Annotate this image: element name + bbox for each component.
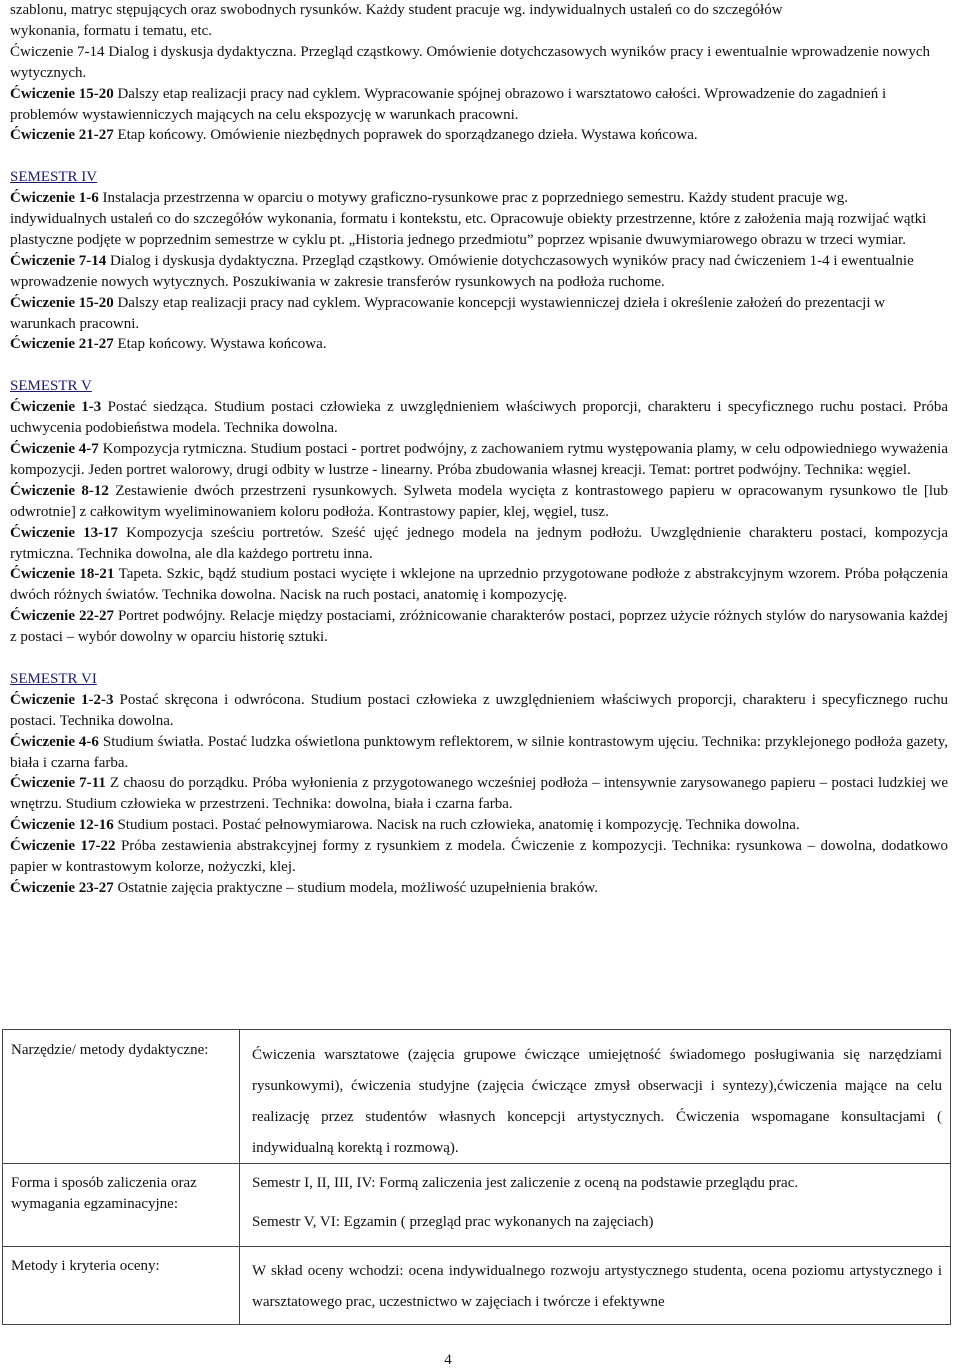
exercise-text: Postać skręcona i odwrócona. Studium postaci człowieka z uwzględnieniem właściwych proporcji, charakteru i specyficznego ruchu postaci. Technika dowolna. bbox=[10, 691, 948, 729]
document-body bbox=[10, 0, 948, 899]
exercise-text: Portret podwójny. Relacje między postaciami, zróżnicowanie charakterów postaci, poprzez użycie różnych stylów do narysowania każdej z postaci – wybór dowolny w oparciu historię sztuki. bbox=[10, 608, 948, 646]
exercise-entry bbox=[10, 606, 948, 648]
assessment-line-1: Semestr I, II, III, IV: Formą zaliczenia jest zaliczenie z oceną na podstawie przeglądu prac. bbox=[252, 1175, 799, 1191]
exercise-label: Ćwiczenie 21-27 bbox=[10, 127, 114, 144]
criteria-label: Metody i kryteria oceny: bbox=[11, 1258, 160, 1274]
exercise-entry bbox=[10, 188, 948, 251]
exercise-label: Ćwiczenie 1-2-3 bbox=[10, 691, 114, 708]
exercise-text: Dalszy etap realizacji pracy nad cyklem. Wypracowanie spójnej obrazowo i warsztatowo całości. Wprowadzenie do zagadnień i problemów wystawienniczych mających na celu ekspozycję w warunkach pracowni. bbox=[10, 85, 887, 123]
exercise-text: Studium światła. Postać ludzka oświetlona punktowym reflektorem, w silnie kontrastowym ujęciu. Technika: przyklejonego podłoża gazety, biała i czarna farba. bbox=[10, 733, 949, 771]
exercise-entry bbox=[10, 815, 948, 836]
exercise-entry bbox=[10, 564, 948, 606]
criteria-text: W skład oceny wchodzi: ocena indywidualnego rozwoju artystycznego studenta, ocena poziomu artystycznego i warsztatowego prac, uczestnictwo w zajęciach i twórcze i efektywne bbox=[252, 1263, 942, 1310]
exercise-text: Instalacja przestrzenna w oparciu o motywy graficzno-rysunkowe prac z poprzedniego semestru. Każdy student pracuje wg. indywidualnych ustaleń co do szczegółów wykonania, formatu i kontekstu, etc. Opracowuje obiekty przestrzenne, które z założenia mają rozwijać wątki plastyczne podjęte w poprzednim semestrze w cyklu pt. „Historia jednego przedmiotu” poprzez wpisanie dwuwymiarowego obrazu w trzeci wymiar. bbox=[10, 190, 927, 248]
exercise-label: Ćwiczenie 15-20 bbox=[10, 294, 114, 311]
exercise-label: Ćwiczenie 1-3 bbox=[10, 399, 102, 416]
exercise-text: Etap końcowy. Omówienie niezbędnych poprawek do sporządzanego dzieła. Wystawa końcowa. bbox=[113, 127, 698, 144]
exercise-label: Ćwiczenie 13-17 bbox=[10, 524, 119, 541]
exercise-entry bbox=[10, 397, 948, 439]
exercise-text: Zestawienie dwóch przestrzeni rysunkowych. Sylweta modela wycięta z kontrastowego papieru w opracowanym rysunkowo tle [lub odwrotnie] z całkowitym wyeliminowaniem koloru podłoża. Kontrastowy papier, klej, węgiel, tusz. bbox=[10, 482, 949, 520]
exercise-label: Ćwiczenie 17-22 bbox=[10, 838, 116, 855]
exercise-text: Studium postaci. Postać pełnowymiarowa. Nacisk na ruch człowieka, anatomię i kompozycję. Technika dowolna. bbox=[113, 817, 800, 834]
exercise-entry bbox=[10, 481, 948, 523]
exercise-entry bbox=[10, 523, 948, 565]
exercise-entry bbox=[10, 334, 948, 355]
exercise-label: Ćwiczenie 21-27 bbox=[10, 336, 114, 353]
table-value-cell bbox=[240, 1030, 950, 1163]
methods-text: Ćwiczenia warsztatowe (zajęcia grupowe ćwiczące umiejętność świadomego posługiwania się narzędziami rysunkowymi), ćwiczenia studyjne (zajęcia ćwiczące zmysł obserwacji i syntezy),ćwiczenia mające na celu realizację przez studentów własnych koncepcji artystycznych. Ćwiczenia wspomagane konsultacjami ( indywidualną korektą i rozmową). bbox=[252, 1047, 942, 1156]
assessment-line-2: Semestr V, VI: Egzamin ( przegląd prac wykonanych na zajęciach) bbox=[252, 1214, 654, 1230]
table-value-cell bbox=[240, 1163, 950, 1246]
exercise-label: Ćwiczenie 22-27 bbox=[10, 608, 114, 625]
exercise-text: Dialog i dyskusja dydaktyczna. Przegląd cząstkowy. Omówienie dotychczasowych wyników pracy i ewentualnie wprowadzenie nowych wytycznych. bbox=[10, 43, 931, 81]
exercise-text: Próba zestawienia abstrakcyjnej formy z rysunkiem z modela. Ćwiczenie z kompozycji. Technika: rysunkowa – dowolna, dodatkowo papier w kontrastowym kolorze, nożyczki, klej. bbox=[10, 838, 948, 876]
exercise-text: Etap końcowy. Wystawa końcowa. bbox=[113, 336, 327, 353]
exercise-entry bbox=[10, 878, 948, 899]
exercise-label: Ćwiczenie 8-12 bbox=[10, 482, 109, 499]
table-label-cell bbox=[3, 1030, 240, 1163]
exercise-label: Ćwiczenie 4-7 bbox=[10, 441, 99, 457]
exercise-label: Ćwiczenie 7-14 bbox=[10, 43, 105, 60]
exercise-label: Ćwiczenie 1-6 bbox=[10, 190, 99, 207]
exercise-entry bbox=[10, 125, 948, 146]
methods-label: Narzędzie/ metody dydaktyczne: bbox=[11, 1042, 209, 1058]
exercise-text: Ostatnie zajęcia praktyczne – studium modela, możliwość uzupełnienia braków. bbox=[113, 880, 598, 897]
table-row bbox=[3, 1246, 950, 1324]
table-label-cell bbox=[3, 1163, 240, 1246]
exercise-entry bbox=[10, 773, 948, 815]
table-row bbox=[3, 1163, 950, 1247]
text-line: wykonania, formatu i tematu, etc. bbox=[10, 22, 213, 39]
table-value-cell bbox=[240, 1246, 950, 1324]
exercise-text: Z chaosu do porządku. Próba wyłonienia z przygotowanego wcześniej podłoża – intensywnie zarysowanego papieru – postaci ludzkiej we wnętrzu. Studium człowieka w przestrzeni. Technika: dowolna, biała i czarna farba. bbox=[10, 775, 948, 813]
exercise-text: Kompozycja sześciu portretów. Sześć ujęć jednego modela na jednym podłożu. Uwzględnienie charakteru postaci, kompozycja rytmiczna. Technika dowolna, ale dla każdego portretu inna. bbox=[10, 524, 948, 562]
exercise-label: Ćwiczenie 15-20 bbox=[10, 85, 114, 102]
assessment-form-label: Forma i sposób zaliczenia oraz wymagania egzaminacyjne: bbox=[11, 1175, 197, 1212]
exercise-label: Ćwiczenie 23-27 bbox=[10, 880, 114, 897]
exercise-text: Tapeta. Szkic, bądź studium postaci wycięte i wklejone na uprzednio przygotowane podłoże z abstrakcyjnym wzorem. Próba połączenia dwóch różnych światów. Technika dowolna. Nacisk na ruch postaci, anatomię i kompozycję. bbox=[10, 566, 948, 604]
exercise-entry bbox=[10, 293, 948, 335]
text-line: szablonu, matryc stępujących oraz swobodnych rysunków. Każdy student pracuje wg. indywidualnych ustaleń co do szczegółów bbox=[10, 2, 783, 18]
exercise-entry bbox=[10, 690, 948, 732]
exercise-entry bbox=[10, 42, 948, 84]
exercise-entry bbox=[10, 439, 948, 481]
exercise-label: Ćwiczenie 4-6 bbox=[10, 733, 99, 750]
exercise-text: Dalszy etap realizacji pracy nad cyklem. Wypracowanie koncepcji wystawienniczej dzieła i określenie założeń do prezentacji w warunkach pracowni. bbox=[10, 294, 886, 332]
exercise-text: Dialog i dyskusja dydaktyczna. Przegląd cząstkowy. Omówienie dotychczasowych wyników pracy nad ćwiczeniem 1-4 i ewentualnie wprowadzenie nowych wytycznych. Poszukiwania w zakresie transferów rysunkowych na podłoża ruchome. bbox=[10, 252, 914, 290]
semester-heading: SEMESTR IV bbox=[10, 169, 98, 186]
semester-heading: SEMESTR V bbox=[10, 378, 92, 395]
exercise-entry bbox=[10, 836, 948, 878]
exercise-label: Ćwiczenie 12-16 bbox=[10, 817, 114, 834]
exercise-text: Postać siedząca. Studium postaci człowieka z uwzględnieniem właściwych proporcji, charakteru i specyficznego ruchu postaci. Próba uchwycenia podobieństwa modela. Technika dowolna. bbox=[10, 399, 948, 437]
table-row bbox=[3, 1030, 950, 1164]
exercise-label: Ćwiczenie 18-21 bbox=[10, 566, 115, 583]
exercise-label: Ćwiczenie 7-14 bbox=[10, 252, 107, 269]
exercise-entry bbox=[10, 732, 948, 774]
exercise-label: Ćwiczenie 7-11 bbox=[10, 775, 106, 792]
exercise-entry bbox=[10, 84, 948, 126]
table-label-cell bbox=[3, 1246, 240, 1324]
semester-heading: SEMESTR VI bbox=[10, 670, 97, 687]
course-info-table bbox=[2, 1029, 951, 1325]
exercise-text: Kompozycja rytmiczna. Studium postaci - portret podwójny, z zachowaniem rytmu występowania plamy, w celu odpowiedniego wyważenia kompozycji. Jeden portret walorowy, drugi odbity w lustrze - linearny. Próba zbudowania własnej kreacji. Temat: portret podwójny. Technika: węgiel. bbox=[10, 441, 948, 478]
exercise-entry bbox=[10, 251, 948, 293]
page-number: 4 bbox=[444, 1352, 452, 1368]
